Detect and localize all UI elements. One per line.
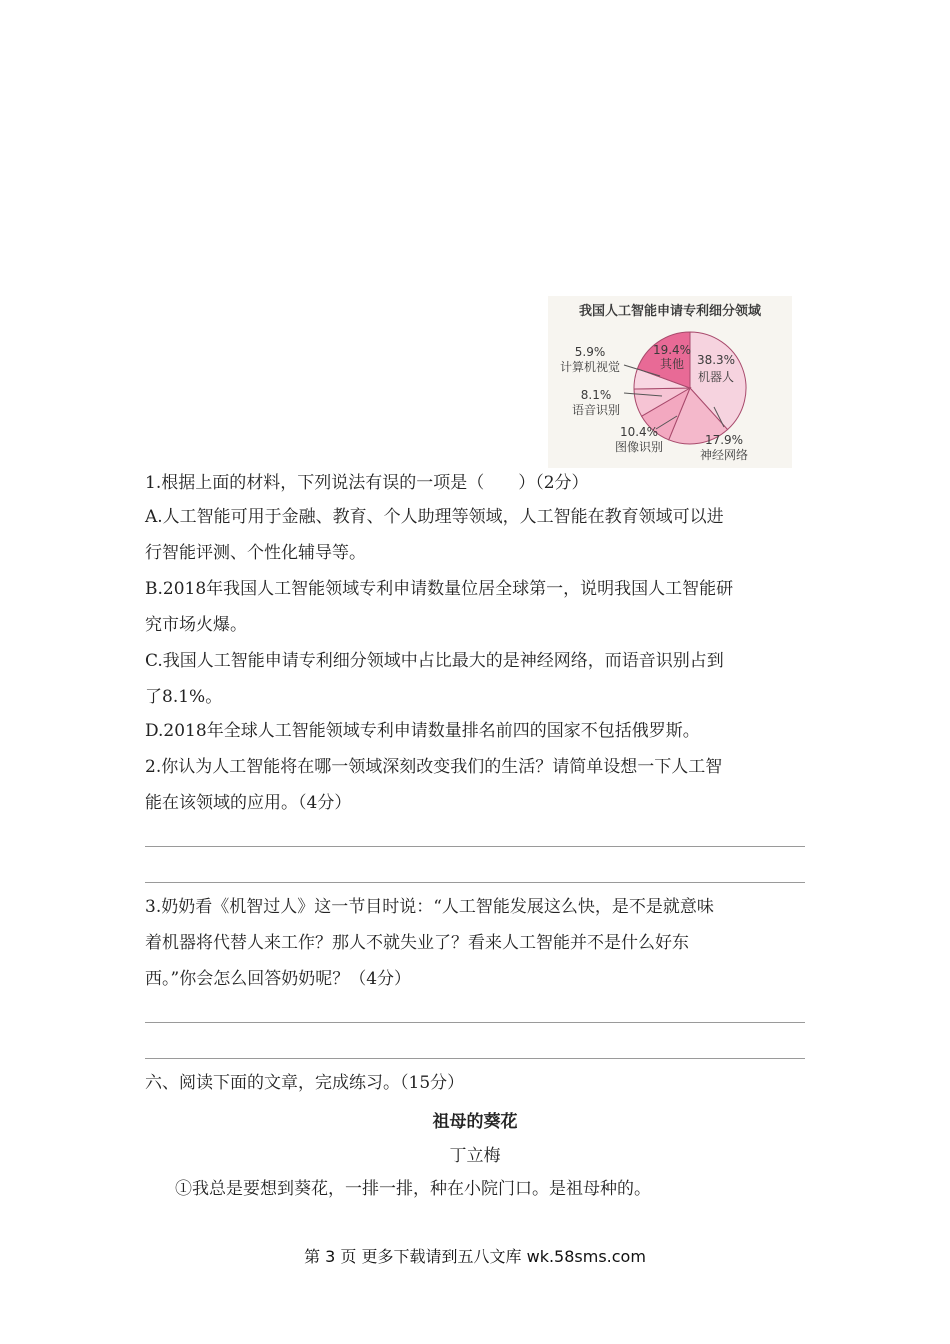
question-3-line-3: 西。”你会怎么回答奶奶呢？（4分） (145, 969, 412, 989)
answer-line-q3-1[interactable] (145, 1022, 805, 1023)
label-other-value: 19.4% (652, 343, 692, 357)
answer-line-q3-2[interactable] (145, 1058, 805, 1059)
pie-chart (548, 296, 792, 468)
question-1-option-c-line-2: 了8.1%。 (145, 687, 223, 707)
question-3-line-1: 3.奶奶看《机智过人》这一节目时说：“人工智能发展这么快，是不是就意味 (145, 897, 714, 917)
label-image-recognition-value: 10.4% (619, 425, 659, 439)
question-1-option-b-line-2: 究市场火爆。 (145, 615, 247, 635)
question-1-option-d: D.2018年全球人工智能领域专利申请数量排名前四的国家不包括俄罗斯。 (145, 721, 700, 741)
question-1-stem: 1.根据上面的材料，下列说法有误的一项是（ ）（2分） (145, 473, 589, 493)
page-footer: 第 3 页 更多下载请到五八文库 wk.58sms.com (304, 1247, 646, 1266)
pie-chart-figure (548, 296, 792, 468)
chart-title: 我国人工智能申请专利细分领域 (578, 304, 762, 319)
question-2-line-2: 能在该领域的应用。（4分） (145, 793, 352, 813)
label-robot-value: 38.3% (696, 353, 736, 367)
question-1-option-c-line-1: C.我国人工智能申请专利细分领域中占比最大的是神经网络，而语音识别占到 (145, 651, 724, 671)
question-1-option-a-line-2: 行智能评测、个性化辅导等。 (145, 543, 366, 563)
label-computer-vision-name: 计算机视觉 (559, 360, 621, 374)
article-title: 祖母的葵花 (432, 1112, 518, 1132)
question-1-option-a-line-1: A.人工智能可用于金融、教育、个人助理等领域，人工智能在教育领域可以进 (145, 507, 724, 527)
article-paragraph-1: ①我总是要想到葵花，一排一排，种在小院门口。是祖母种的。 (175, 1179, 651, 1199)
section-six-heading: 六、阅读下面的文章，完成练习。（15分） (145, 1073, 465, 1093)
label-computer-vision-value: 5.9% (574, 345, 606, 359)
article-author: 丁立梅 (449, 1146, 501, 1166)
answer-line-q2-2[interactable] (145, 882, 805, 883)
question-1-option-b-line-1: B.2018年我国人工智能领域专利申请数量位居全球第一，说明我国人工智能研 (145, 579, 734, 599)
label-robot-name: 机器人 (697, 370, 735, 384)
label-other-name: 其他 (659, 357, 685, 371)
label-neural-network-name: 神经网络 (699, 448, 749, 462)
question-2-line-1: 2.你认为人工智能将在哪一领域深刻改变我们的生活？请简单设想一下人工智 (145, 757, 723, 777)
question-3-line-2: 着机器将代替人来工作？那人不就失业了？看来人工智能并不是什么好东 (145, 933, 689, 953)
answer-line-q2-1[interactable] (145, 846, 805, 847)
label-speech-recognition-value: 8.1% (580, 388, 612, 402)
label-image-recognition-name: 图像识别 (614, 440, 664, 454)
label-neural-network-value: 17.9% (704, 433, 744, 447)
label-speech-recognition-name: 语音识别 (571, 403, 621, 417)
